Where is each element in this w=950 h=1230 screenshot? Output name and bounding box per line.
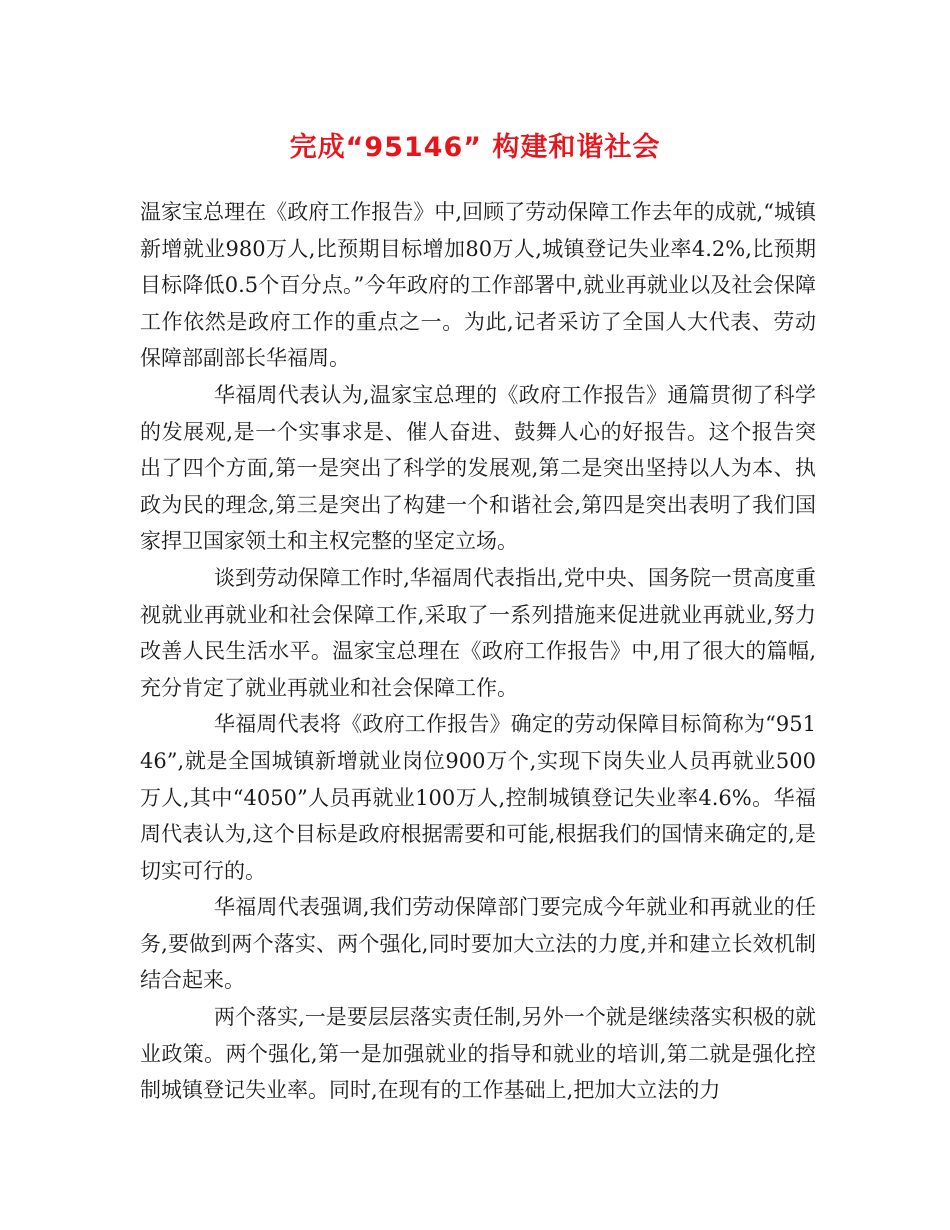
paragraph-6: 两个落实,一是要层层落实责任制,另外一个就是继续落实积极的就业政策。两个强化,第一是加强就业的指导和就业的培训,第二就是强化控制城镇登记失业率。同时,在现有的工作基础上,把加大立法的力	[140, 1005, 816, 1103]
paragraph-1: 温家宝总理在《政府工作报告》中,回顾了劳动保障工作去年的成就,“城镇新增就业980万人,比预期目标增加80万人,城镇登记失业率4.2%,比预期目标降低0.5个百分点。”今年政府的工作部署中,就业再就业以及社会保障工作依然是政府工作的重点之一。为此,记者采访了全国人大代表、劳动保障部副部长华福周。	[140, 200, 816, 371]
document-body	[140, 194, 816, 1109]
paragraph-5: 华福周代表强调,我们劳动保障部门要完成今年就业和再就业的任务,要做到两个落实、两个强化,同时要加大立法的力度,并和建立长效机制结合起来。	[140, 895, 816, 993]
paragraph-3: 谈到劳动保障工作时,华福周代表指出,党中央、国务院一贯高度重视就业再就业和社会保障工作,采取了一系列措施来促进就业再就业,努力改善人民生活水平。温家宝总理在《政府工作报告》中,用了很大的篇幅,充分肯定了就业再就业和社会保障工作。	[140, 565, 816, 700]
paragraph-4: 华福周代表将《政府工作报告》确定的劳动保障目标简称为“95146”,就是全国城镇新增就业岗位900万个,实现下岗失业人员再就业500万人,其中“4050”人员再就业100万人,控制城镇登记失业率4.6%。华福周代表认为,这个目标是政府根据需要和可能,根据我们的国情来确定的,是切实可行的。	[140, 712, 816, 883]
paragraph-2: 华福周代表认为,温家宝总理的《政府工作报告》通篇贯彻了科学的发展观,是一个实事求是、催人奋进、鼓舞人心的好报告。这个报告突出了四个方面,第一是突出了科学的发展观,第二是突出坚持以人为本、执政为民的理念,第三是突出了构建一个和谐社会,第四是突出表明了我们国家捍卫国家领土和主权完整的坚定立场。	[140, 382, 816, 554]
document-title: 完成“95146” 构建和谐社会	[289, 132, 661, 163]
